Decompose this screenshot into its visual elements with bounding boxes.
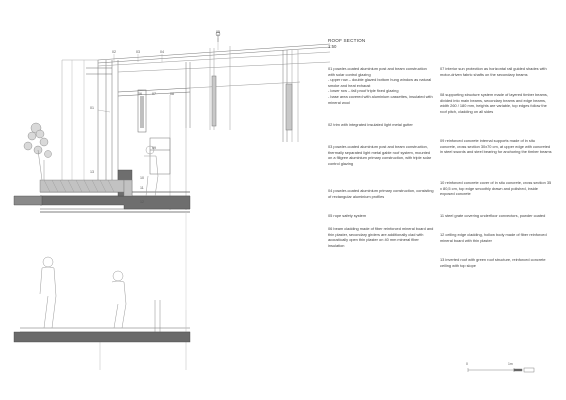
note-01: 01 powder-coated aluminium post and beam construction with solar control glazing - upper row – double glazed bottom hung window as natural smoke and heat exhaust - lower row – fall proof triple fixed glazing - base area covered with aluminium cassettes, insulated with mineral wool bbox=[328, 66, 433, 105]
note-03: 03 powder-coated aluminium post and beam construction, thermally separated light metal gable roof system, mounted on a filigree aluminium primary construction, with triple solar control glazing bbox=[328, 144, 432, 166]
note-02: 02 trim with integrated insulated light metal gutter bbox=[328, 122, 413, 127]
section-scale: 1:50 bbox=[328, 44, 337, 49]
note-09: 09 reinforced concrete internal supports made of in situ concrete, cross section 30x70 cm, at upper edge with concreted in steel swords and steel bearing for anchoring the timber beams bbox=[440, 138, 552, 155]
note-13: 13 inverted roof with green roof structure, reinforced concrete ceiling with top slope bbox=[440, 257, 546, 268]
drawing-label-08: 08 bbox=[170, 92, 174, 96]
drawing-label-06: 06 bbox=[138, 92, 142, 96]
drawing-label-04: 04 bbox=[160, 50, 164, 54]
drawing-label-05: 05 bbox=[216, 30, 220, 34]
drawing-label-02: 02 bbox=[112, 50, 116, 54]
note-11: 11 steel grate covering underfloor convectors, powder coated bbox=[440, 213, 546, 218]
drawing-label-12: 12 bbox=[140, 200, 144, 204]
scalebar-label-1m: 1m bbox=[508, 362, 513, 366]
drawing-label-01: 01 bbox=[90, 106, 94, 110]
note-08: 08 supporting structure system made of layered timber beams, divided into main beams, secondary beams and edge beams, width 260 / 180 mm, heights are variable, top edges follow the roof pitch, cladding on all sides bbox=[440, 92, 548, 114]
drawing-label-09: 09 bbox=[152, 146, 156, 150]
note-12: 12 ceiling edge cladding, hollow body made of fiber reinforced mineral board with thin plaster bbox=[440, 232, 547, 243]
drawing-label-03: 03 bbox=[136, 50, 140, 54]
note-07: 07 interior sun protection as horizontal rail guided shades with motor-driven fabric shafts on the secondary beams bbox=[440, 66, 547, 77]
note-10: 10 reinforced concrete cover of in situ concrete, cross section 35 x 80,5 cm, top edge smoothly drawn and polished, inside exposed concrete bbox=[440, 180, 552, 197]
scalebar-label-zero: 0 bbox=[466, 362, 468, 366]
drawing-label-13: 13 bbox=[90, 170, 94, 174]
section-title: ROOF SECTION bbox=[328, 38, 366, 43]
note-06: 06 beam cladding made of fiber reinforced mineral board and thin plaster, secondary girders are additionally clad with acoustically open thin plaster on 40 mm mineral fiber insulation bbox=[328, 226, 434, 248]
drawing-label-10: 10 bbox=[140, 176, 144, 180]
drawing-label-11: 11 bbox=[140, 186, 144, 190]
drawing-label-07: 07 bbox=[152, 92, 156, 96]
note-04: 04 powder-coated aluminium primary construction, consisting of rectangular aluminium profiles bbox=[328, 188, 434, 199]
note-05: 05 rope safety system bbox=[328, 213, 367, 218]
